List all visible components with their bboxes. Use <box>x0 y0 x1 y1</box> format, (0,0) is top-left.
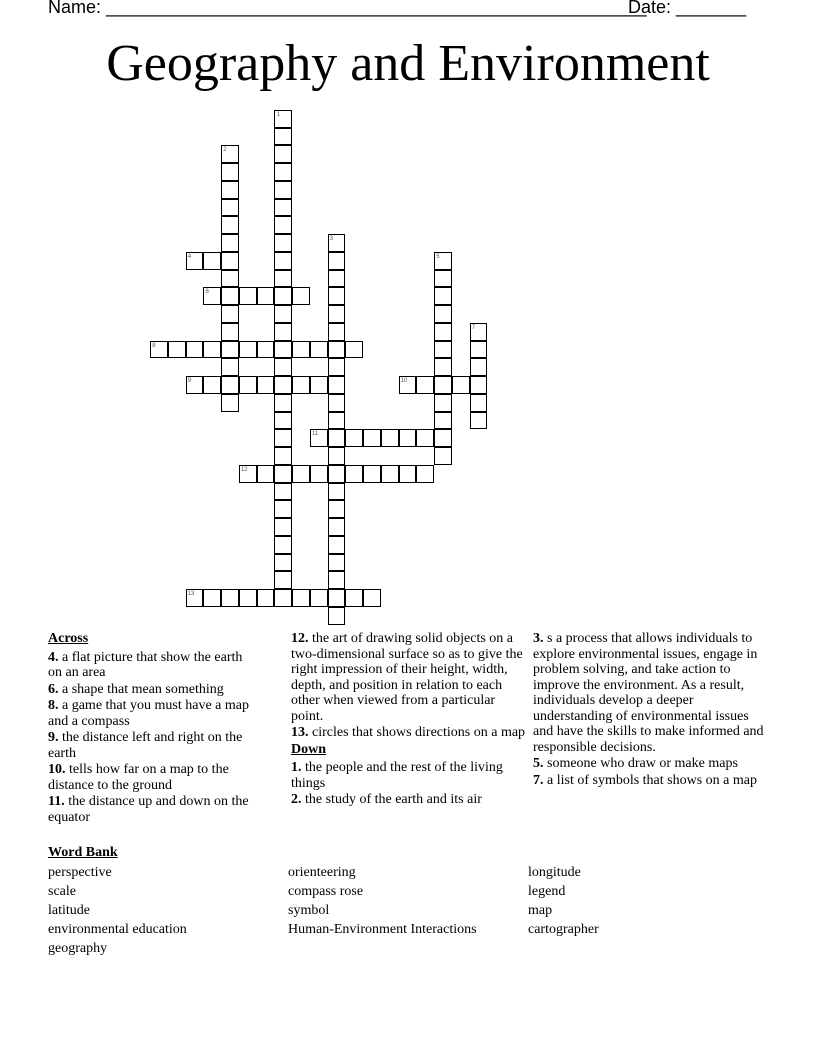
word-bank-item: geography <box>48 941 108 956</box>
clue-number-label: 12 <box>240 466 248 473</box>
crossword-cell[interactable] <box>274 287 292 305</box>
crossword-cell[interactable] <box>345 429 363 447</box>
crossword-cell[interactable] <box>292 465 310 483</box>
crossword-cell[interactable] <box>221 376 239 394</box>
crossword-cell[interactable] <box>434 447 452 465</box>
crossword-cell[interactable] <box>328 607 346 625</box>
crossword-cell[interactable] <box>221 589 239 607</box>
word-bank-column-3 <box>528 863 599 939</box>
crossword-cell[interactable] <box>363 429 381 447</box>
date-field-label: Date: _______ <box>628 0 747 17</box>
clue-number-label: 5 <box>436 253 440 260</box>
crossword-cell[interactable] <box>239 589 257 607</box>
crossword-cell[interactable] <box>274 589 292 607</box>
crossword-cell[interactable] <box>221 252 239 270</box>
crossword-cell[interactable] <box>274 536 292 554</box>
crossword-cell[interactable] <box>239 341 257 359</box>
crossword-cell[interactable] <box>221 287 239 305</box>
crossword-cell[interactable] <box>470 341 488 359</box>
crossword-cell[interactable] <box>274 181 292 199</box>
crossword-cell[interactable] <box>470 394 488 412</box>
crossword-cell[interactable] <box>328 571 346 589</box>
crossword-cell[interactable] <box>274 145 292 163</box>
crossword-cell[interactable] <box>274 500 292 518</box>
crossword-cell[interactable] <box>434 305 452 323</box>
crossword-cell[interactable] <box>203 589 221 607</box>
crossword-cell[interactable] <box>345 341 363 359</box>
crossword-cell[interactable] <box>328 270 346 288</box>
crossword-cell[interactable] <box>328 358 346 376</box>
crossword-cell[interactable] <box>328 518 346 536</box>
crossword-cell[interactable] <box>328 252 346 270</box>
word-bank-item: orienteering <box>288 865 356 880</box>
clue-down-3: 3. s a process that allows individuals to explore environmental issues, engage in problem solving, and take action to improve the environment. As a result, individuals develop a deeper understanding of environmental issues and have the skills to make informed and responsible decisions. <box>533 631 764 755</box>
clues-column-3 <box>533 631 765 789</box>
crossword-cell[interactable] <box>310 376 328 394</box>
clue-number-label: 11 <box>311 431 319 438</box>
crossword-cell[interactable] <box>328 341 346 359</box>
crossword-cell[interactable] <box>221 358 239 376</box>
crossword-cell[interactable] <box>274 429 292 447</box>
crossword-cell[interactable] <box>328 589 346 607</box>
clue-down-7: 7. a list of symbols that shows on a map <box>533 772 757 788</box>
crossword-cell[interactable] <box>328 305 346 323</box>
crossword-cell[interactable] <box>328 447 346 465</box>
word-bank-item: scale <box>48 884 76 899</box>
crossword-cell[interactable] <box>416 429 434 447</box>
crossword-cell[interactable] <box>168 341 186 359</box>
clues-column-1 <box>48 631 258 826</box>
crossword-cell[interactable] <box>399 429 417 447</box>
clues-column-2 <box>291 631 527 809</box>
crossword-cell[interactable] <box>221 394 239 412</box>
page-title: Geography and Environment <box>106 35 710 92</box>
crossword-cell[interactable] <box>274 252 292 270</box>
crossword-cell[interactable] <box>328 536 346 554</box>
word-bank-item: environmental education <box>48 922 187 937</box>
down-heading: Down <box>291 741 327 757</box>
crossword-cell[interactable] <box>470 412 488 430</box>
crossword-cell[interactable] <box>221 199 239 217</box>
crossword-cell[interactable] <box>434 341 452 359</box>
clue-across-11: 11. the distance up and down on the equator <box>48 794 249 825</box>
crossword-cell[interactable] <box>274 554 292 572</box>
crossword-cell[interactable] <box>221 341 239 359</box>
word-bank-item: perspective <box>48 865 112 880</box>
clue-number-label: 3 <box>329 236 334 243</box>
clue-across-9: 9. the distance left and right on the earth <box>48 730 243 761</box>
crossword-cell[interactable] <box>274 394 292 412</box>
crossword-cell[interactable] <box>274 216 292 234</box>
clue-across-4: 4. a flat picture that show the earth on an area <box>48 649 243 680</box>
crossword-cell[interactable] <box>470 358 488 376</box>
crossword-cell[interactable] <box>399 465 417 483</box>
crossword-cell[interactable] <box>186 341 204 359</box>
crossword-cell[interactable] <box>221 181 239 199</box>
crossword-cell[interactable] <box>274 483 292 501</box>
crossword-cell[interactable] <box>328 412 346 430</box>
crossword-cell[interactable] <box>416 465 434 483</box>
clue-number-label: 7 <box>471 324 476 331</box>
crossword-cell[interactable] <box>274 376 292 394</box>
clue-down-2: 2. the study of the earth and its air <box>291 792 482 807</box>
crossword-cell[interactable] <box>274 234 292 252</box>
crossword-cell[interactable] <box>274 447 292 465</box>
crossword-cell[interactable] <box>221 234 239 252</box>
clue-number-label: 13 <box>187 591 195 598</box>
clue-number-label: 8 <box>152 342 156 349</box>
crossword-cell[interactable] <box>434 429 452 447</box>
crossword-cell[interactable] <box>363 465 381 483</box>
crossword-cell[interactable] <box>274 571 292 589</box>
crossword-cell[interactable] <box>434 376 452 394</box>
crossword-cell[interactable] <box>203 252 221 270</box>
crossword-cell[interactable] <box>328 500 346 518</box>
crossword-cell[interactable] <box>310 589 328 607</box>
crossword-cell[interactable] <box>274 305 292 323</box>
clue-across-8: 8. a game that you must have a map and a compass <box>48 698 249 729</box>
crossword-cell[interactable] <box>381 429 399 447</box>
crossword-cell[interactable] <box>274 128 292 146</box>
crossword-cell[interactable] <box>434 323 452 341</box>
crossword-cell[interactable] <box>221 163 239 181</box>
crossword-cell[interactable] <box>328 429 346 447</box>
clue-number-label: 10 <box>400 378 408 385</box>
crossword-cell[interactable] <box>274 518 292 536</box>
crossword-cell[interactable] <box>310 341 328 359</box>
crossword-cell[interactable] <box>328 287 346 305</box>
crossword-cell[interactable] <box>416 376 434 394</box>
crossword-cell[interactable] <box>257 589 275 607</box>
crossword-cell[interactable] <box>310 465 328 483</box>
crossword-cell[interactable] <box>239 287 257 305</box>
clue-across-10: 10. tells how far on a map to the distance to the ground <box>48 762 229 793</box>
crossword-cell[interactable] <box>221 305 239 323</box>
crossword-cell[interactable] <box>292 589 310 607</box>
crossword-cell[interactable] <box>257 287 275 305</box>
clue-number-label: 1 <box>276 111 280 118</box>
crossword-cell[interactable] <box>203 376 221 394</box>
crossword-cell[interactable] <box>274 270 292 288</box>
crossword-cell[interactable] <box>221 216 239 234</box>
crossword-cell[interactable] <box>345 589 363 607</box>
crossword-cell[interactable] <box>274 163 292 181</box>
crossword-cell[interactable] <box>328 483 346 501</box>
crossword-cell[interactable] <box>452 376 470 394</box>
crossword-cell[interactable] <box>221 270 239 288</box>
word-bank-item: Human-Environment Interactions <box>288 922 477 937</box>
clue-number-label: 4 <box>187 253 192 260</box>
crossword-cell[interactable] <box>328 376 346 394</box>
crossword-cell[interactable] <box>434 412 452 430</box>
crossword-cell[interactable] <box>434 287 452 305</box>
crossword-cell[interactable] <box>257 376 275 394</box>
crossword-cell[interactable] <box>434 358 452 376</box>
clue-across-12: 12. the art of drawing solid objects on a two-dimensional surface so as to give the right impression of their height, width, depth, and position in relation to each other when viewed from a particular point. <box>291 631 523 724</box>
crossword-cell[interactable] <box>257 465 275 483</box>
clue-across-13: 13. circles that shows directions on a map <box>291 725 526 740</box>
crossword-cell[interactable] <box>434 394 452 412</box>
word-bank-item: cartographer <box>528 922 599 937</box>
word-bank-column-2 <box>288 863 477 939</box>
across-heading: Across <box>48 631 89 646</box>
crossword-cell[interactable] <box>274 199 292 217</box>
crossword-cell[interactable] <box>257 341 275 359</box>
crossword-cell[interactable] <box>328 554 346 572</box>
word-bank-item: compass rose <box>288 884 364 899</box>
word-bank-column-1 <box>48 863 187 958</box>
crossword-cell[interactable] <box>345 465 363 483</box>
crossword-cell[interactable] <box>274 323 292 341</box>
crossword-cell[interactable] <box>274 465 292 483</box>
crossword-cell[interactable] <box>292 376 310 394</box>
clue-number-label: 9 <box>187 378 192 385</box>
name-field-label: Name: ______________________________________________________ <box>48 0 647 17</box>
crossword-cell[interactable] <box>292 287 310 305</box>
word-bank-item: longitude <box>528 865 581 880</box>
word-bank-item: map <box>528 903 553 918</box>
crossword-cell[interactable] <box>239 376 257 394</box>
clue-number-label: 2 <box>223 147 227 154</box>
crossword-cell[interactable] <box>274 412 292 430</box>
clue-down-5: 5. someone who draw or make maps <box>533 756 738 771</box>
crossword-cell[interactable] <box>363 589 381 607</box>
crossword-cell[interactable] <box>203 341 221 359</box>
crossword-cell[interactable] <box>292 341 310 359</box>
crossword-cell[interactable] <box>274 358 292 376</box>
clue-across-6: 6. a shape that mean something <box>48 681 224 697</box>
word-bank-item: latitude <box>48 903 90 918</box>
crossword-cell[interactable] <box>434 270 452 288</box>
crossword-cell[interactable] <box>381 465 399 483</box>
crossword-cell[interactable] <box>221 323 239 341</box>
crossword-cell[interactable] <box>274 341 292 359</box>
clue-number-label: 6 <box>205 289 209 296</box>
word-bank-item: legend <box>528 884 566 899</box>
clue-down-1: 1. the people and the rest of the living things <box>291 760 503 791</box>
word-bank-title: Word Bank <box>48 845 118 860</box>
name-date-header <box>48 0 747 18</box>
word-bank-item: symbol <box>288 903 330 918</box>
crossword-cell[interactable] <box>328 323 346 341</box>
crossword-cell[interactable] <box>328 394 346 412</box>
crossword-cell[interactable] <box>470 376 488 394</box>
crossword-cell[interactable] <box>328 465 346 483</box>
